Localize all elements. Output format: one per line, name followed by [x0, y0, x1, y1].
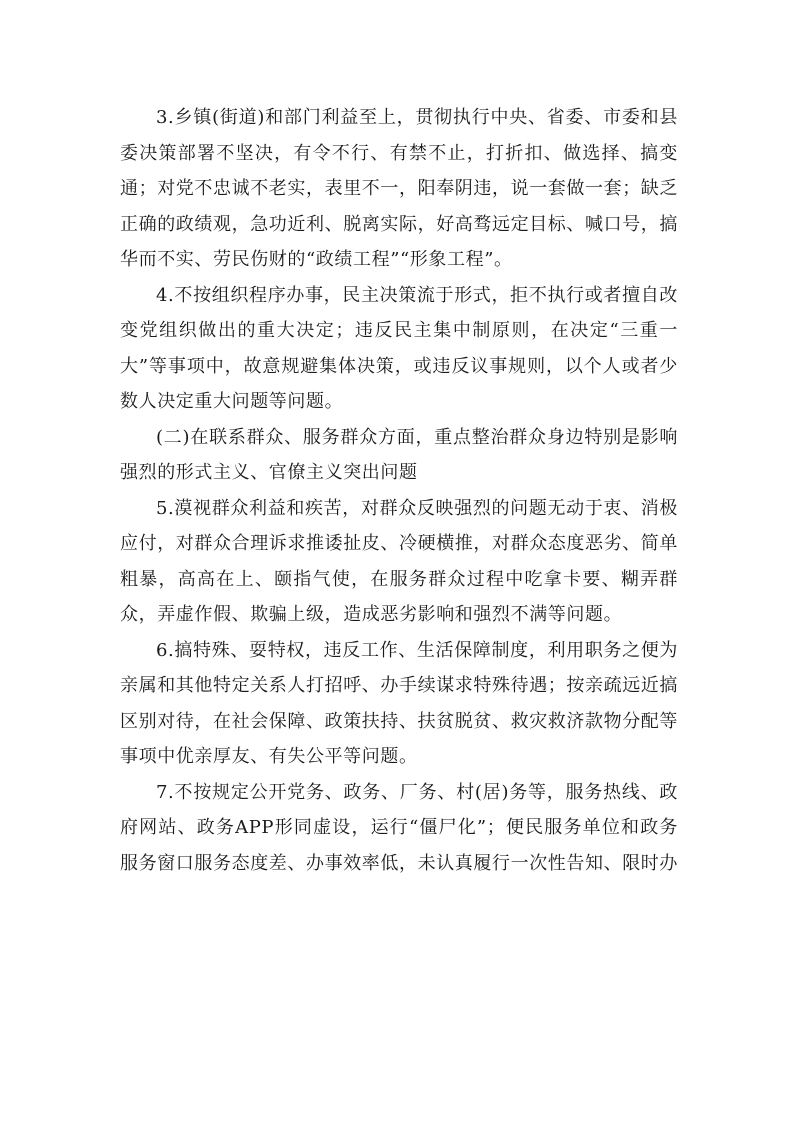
paragraph-item-7: 7.不按规定公开党务、政务、厂务、村(居)务等，服务热线、政府网站、政务APP形同虚设，运行“僵尸化”；便民服务单位和政务服务窗口服务态度差、办事效率低，未认真履行一次性告知、限时办 [120, 781, 678, 874]
paragraph-item-3: 3.乡镇(街道)和部门利益至上，贯彻执行中央、省委、市委和县委决策部署不坚决，有令不行、有禁不止，打折扣、做选择、搞变通；对党不忠诚不老实，表里不一，阳奉阴违，说一套做一套；缺乏正确的政绩观，急功近利、脱离实际，好高骛远定目标、喊口号，搞华而不实、劳民伤财的“政绩工程”“形象工程”。 [120, 107, 678, 270]
paragraph-item-4: 4.不按组织程序办事，民主决策流于形式，拒不执行或者擅自改变党组织做出的重大决定；违反民主集中制原则，在决定“三重一大”等事项中，故意规避集体决策，或违反议事规则，以个人或者少数人决定重大问题等问题。 [120, 284, 678, 412]
document-body [120, 100, 678, 881]
section-heading-2: (二)在联系群众、服务群众方面，重点整治群众身边特别是影响强烈的形式主义、官僚主义突出问题 [120, 426, 678, 483]
paragraph-item-6: 6.搞特殊、耍特权，违反工作、生活保障制度，利用职务之便为亲属和其他特定关系人打招呼、办手续谋求特殊待遇；按亲疏远近搞区别对待，在社会保障、政策扶持、扶贫脱贫、救灾救济款物分配等事项中优亲厚友、有失公平等问题。 [120, 639, 678, 767]
paragraph-item-5: 5.漠视群众利益和疾苦，对群众反映强烈的问题无动于衷、消极应付，对群众合理诉求推诿扯皮、冷硬横推，对群众态度恶劣、简单粗暴，高高在上、颐指气使，在服务群众过程中吃拿卡要、糊弄群众，弄虚作假、欺骗上级，造成恶劣影响和强烈不满等问题。 [120, 497, 678, 625]
